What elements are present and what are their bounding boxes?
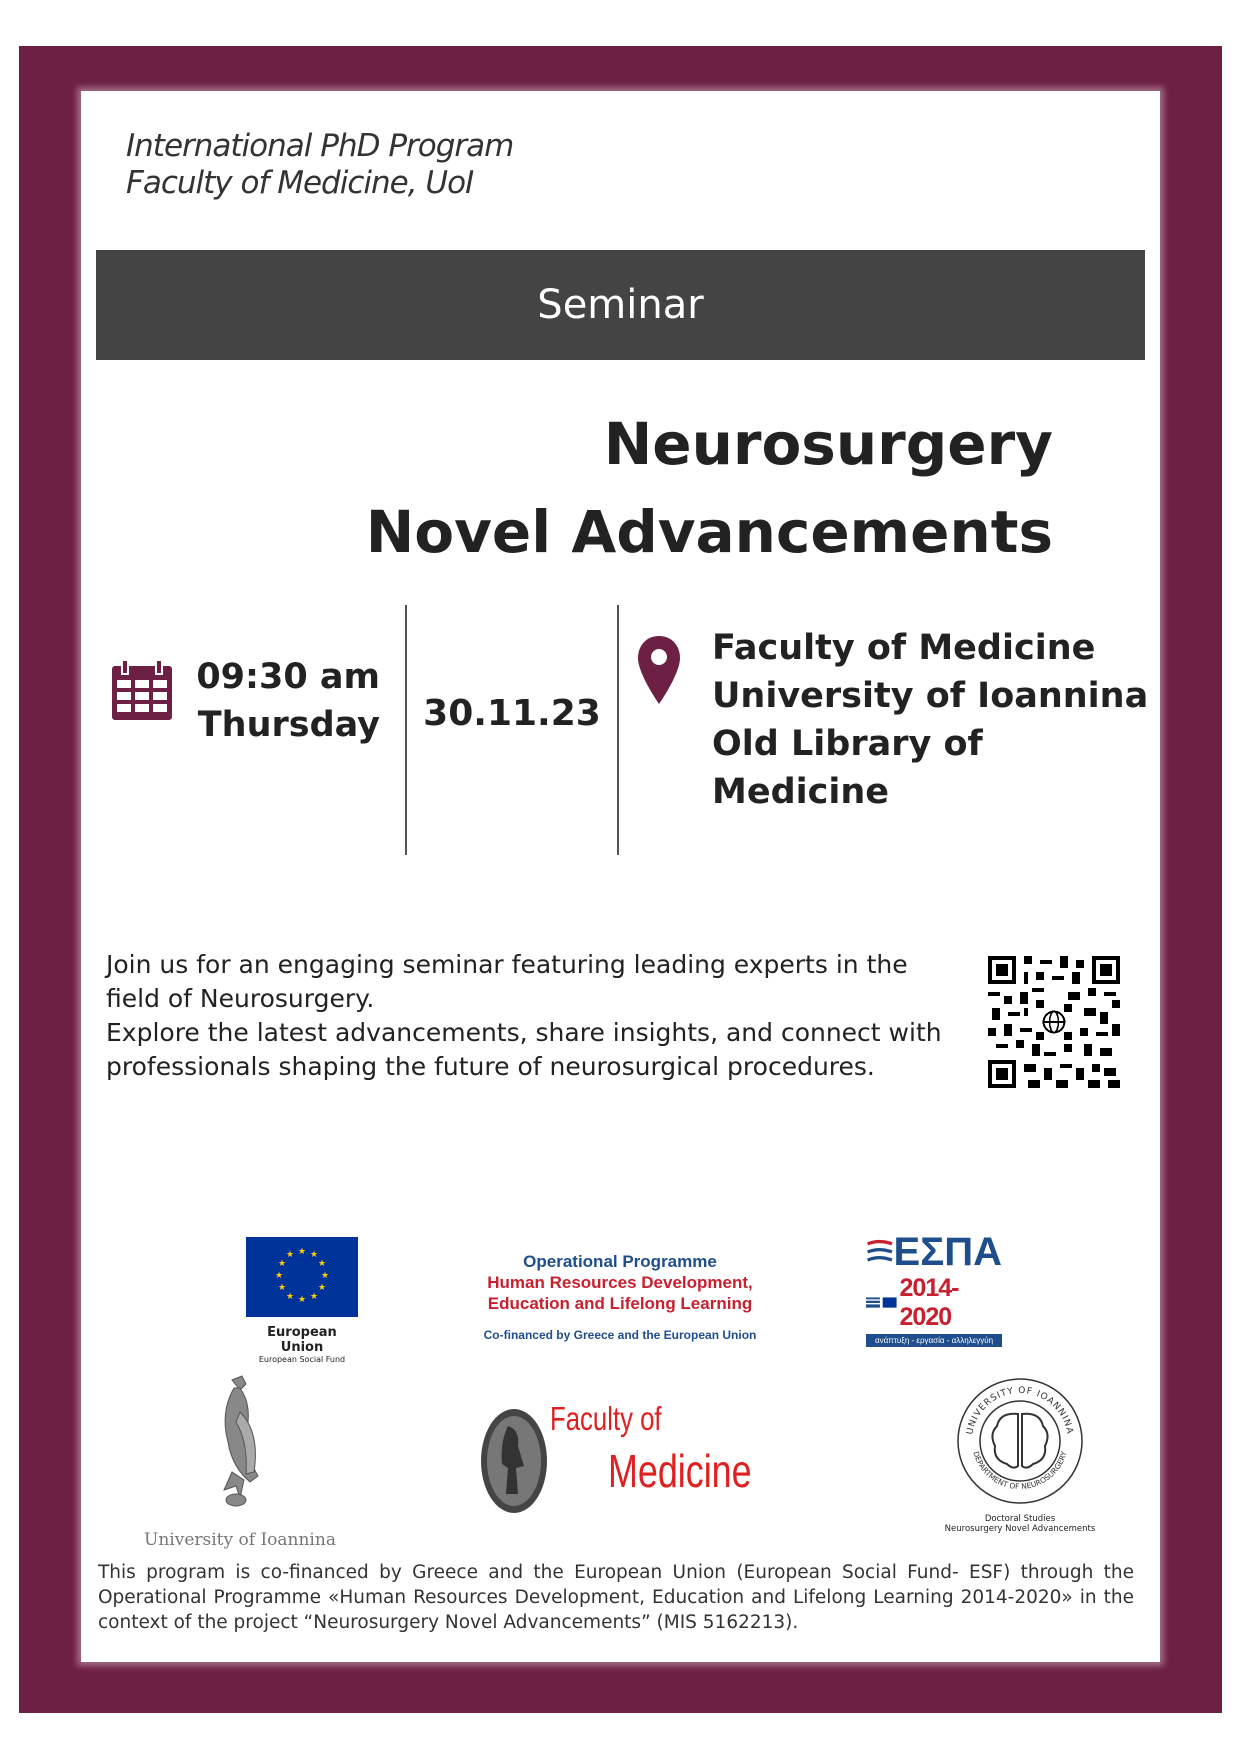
time-value: 09:30 am bbox=[196, 657, 380, 697]
espa-tagline: ανάπτυξη - εργασία - αλληλεγγύη bbox=[866, 1334, 1002, 1347]
espa-logo bbox=[866, 1232, 1002, 1347]
seminar-title bbox=[366, 400, 1053, 576]
svg-text:★: ★ bbox=[320, 1271, 330, 1281]
event-location bbox=[712, 624, 1148, 816]
neurosurgery-department-logo bbox=[930, 1376, 1110, 1534]
svg-text:DEPARTMENT OF NEUROSURGERY bbox=[971, 1450, 1068, 1491]
eagle-icon bbox=[140, 1372, 340, 1532]
description-line: Join us for an engaging seminar featuring leading experts in the bbox=[106, 950, 908, 979]
brain-seal-icon bbox=[955, 1376, 1085, 1506]
description-line: Explore the latest advancements, share insights, and connect with bbox=[106, 1018, 942, 1047]
espa-years: 2014-2020 bbox=[899, 1274, 959, 1331]
description-line: professionals shaping the future of neurosurgical procedures. bbox=[106, 1052, 875, 1081]
svg-text:★: ★ bbox=[285, 1250, 295, 1260]
funding-footer: This program is co-financed by Greece and the European Union (European Social Fund- ESF) through the Operational Programme «Human Resources Development, Education and Lifelong Learning 2014-2020» in the context of the project “Neurosurgery Novel Advancements” (MIS 5162213). bbox=[98, 1562, 1134, 1633]
faculty-of-medicine-logo bbox=[478, 1400, 778, 1520]
seminar-description bbox=[106, 948, 966, 1084]
event-time bbox=[180, 656, 380, 746]
university-logo bbox=[140, 1372, 340, 1550]
faculty-name: Faculty of Medicine, UoI bbox=[126, 165, 474, 201]
svg-text:★: ★ bbox=[309, 1292, 319, 1302]
banner-label: Seminar bbox=[537, 282, 704, 328]
calendar-icon bbox=[110, 658, 174, 726]
op-line-1: Human Resources Development, bbox=[487, 1273, 753, 1292]
location-line: Faculty of Medicine bbox=[712, 628, 1096, 668]
event-date: 30.11.23 bbox=[423, 693, 601, 734]
svg-text:★: ★ bbox=[297, 1295, 307, 1305]
eu-title: European Union bbox=[267, 1325, 337, 1355]
qr-code[interactable] bbox=[988, 956, 1120, 1092]
program-name: International PhD Program bbox=[126, 128, 514, 164]
svg-text:★: ★ bbox=[277, 1259, 287, 1269]
coin-icon bbox=[478, 1406, 550, 1516]
eu-flag-icon bbox=[246, 1237, 358, 1317]
op-line-2: Education and Lifelong Learning bbox=[487, 1294, 753, 1313]
dept-caption-2: Neurosurgery Novel Advancements bbox=[944, 1524, 1096, 1534]
ring-bottom-text: DEPARTMENT OF NEUROSURGERY bbox=[971, 1450, 1069, 1492]
location-pin-icon bbox=[636, 634, 682, 710]
svg-text:★: ★ bbox=[297, 1247, 307, 1257]
title-line-1: Neurosurgery bbox=[603, 410, 1053, 478]
divider-2 bbox=[617, 605, 619, 855]
svg-text:★: ★ bbox=[317, 1259, 327, 1269]
program-header bbox=[126, 128, 513, 202]
eu-logo bbox=[246, 1237, 366, 1364]
location-line: University of Ioannina bbox=[712, 676, 1149, 716]
eu-subtitle: European Social Fund bbox=[258, 1355, 346, 1364]
location-line: Old Library of bbox=[712, 724, 983, 764]
location-line: Medicine bbox=[712, 772, 890, 812]
op-title: Operational Programme bbox=[523, 1252, 717, 1271]
op-cofinanced: Co-financed by Greece and the European Union bbox=[483, 1328, 757, 1342]
svg-text:★: ★ bbox=[309, 1250, 319, 1260]
day-value: Thursday bbox=[197, 705, 380, 745]
svg-text:★: ★ bbox=[285, 1292, 295, 1302]
flags-icon bbox=[866, 1296, 898, 1310]
seminar-banner bbox=[96, 250, 1145, 360]
fom-line-2: Medicine bbox=[608, 1445, 752, 1497]
svg-text:★: ★ bbox=[274, 1271, 284, 1281]
university-label: University of Ioannina bbox=[144, 1530, 336, 1550]
ring-top-text: UNIVERSITY OF IOANNINA bbox=[965, 1385, 1075, 1436]
description-line: field of Neurosurgery. bbox=[106, 984, 375, 1013]
espa-stripes-icon bbox=[866, 1234, 894, 1270]
svg-text:★: ★ bbox=[317, 1283, 327, 1293]
svg-text:★: ★ bbox=[277, 1283, 287, 1293]
title-line-2: Novel Advancements bbox=[365, 498, 1053, 566]
espa-title: ΕΣΠΑ bbox=[893, 1230, 1002, 1274]
fom-line-1: Faculty of bbox=[550, 1400, 662, 1437]
dept-caption-1: Doctoral Studies bbox=[984, 1514, 1056, 1524]
operational-programme-logo bbox=[470, 1252, 770, 1342]
divider-1 bbox=[405, 605, 407, 855]
